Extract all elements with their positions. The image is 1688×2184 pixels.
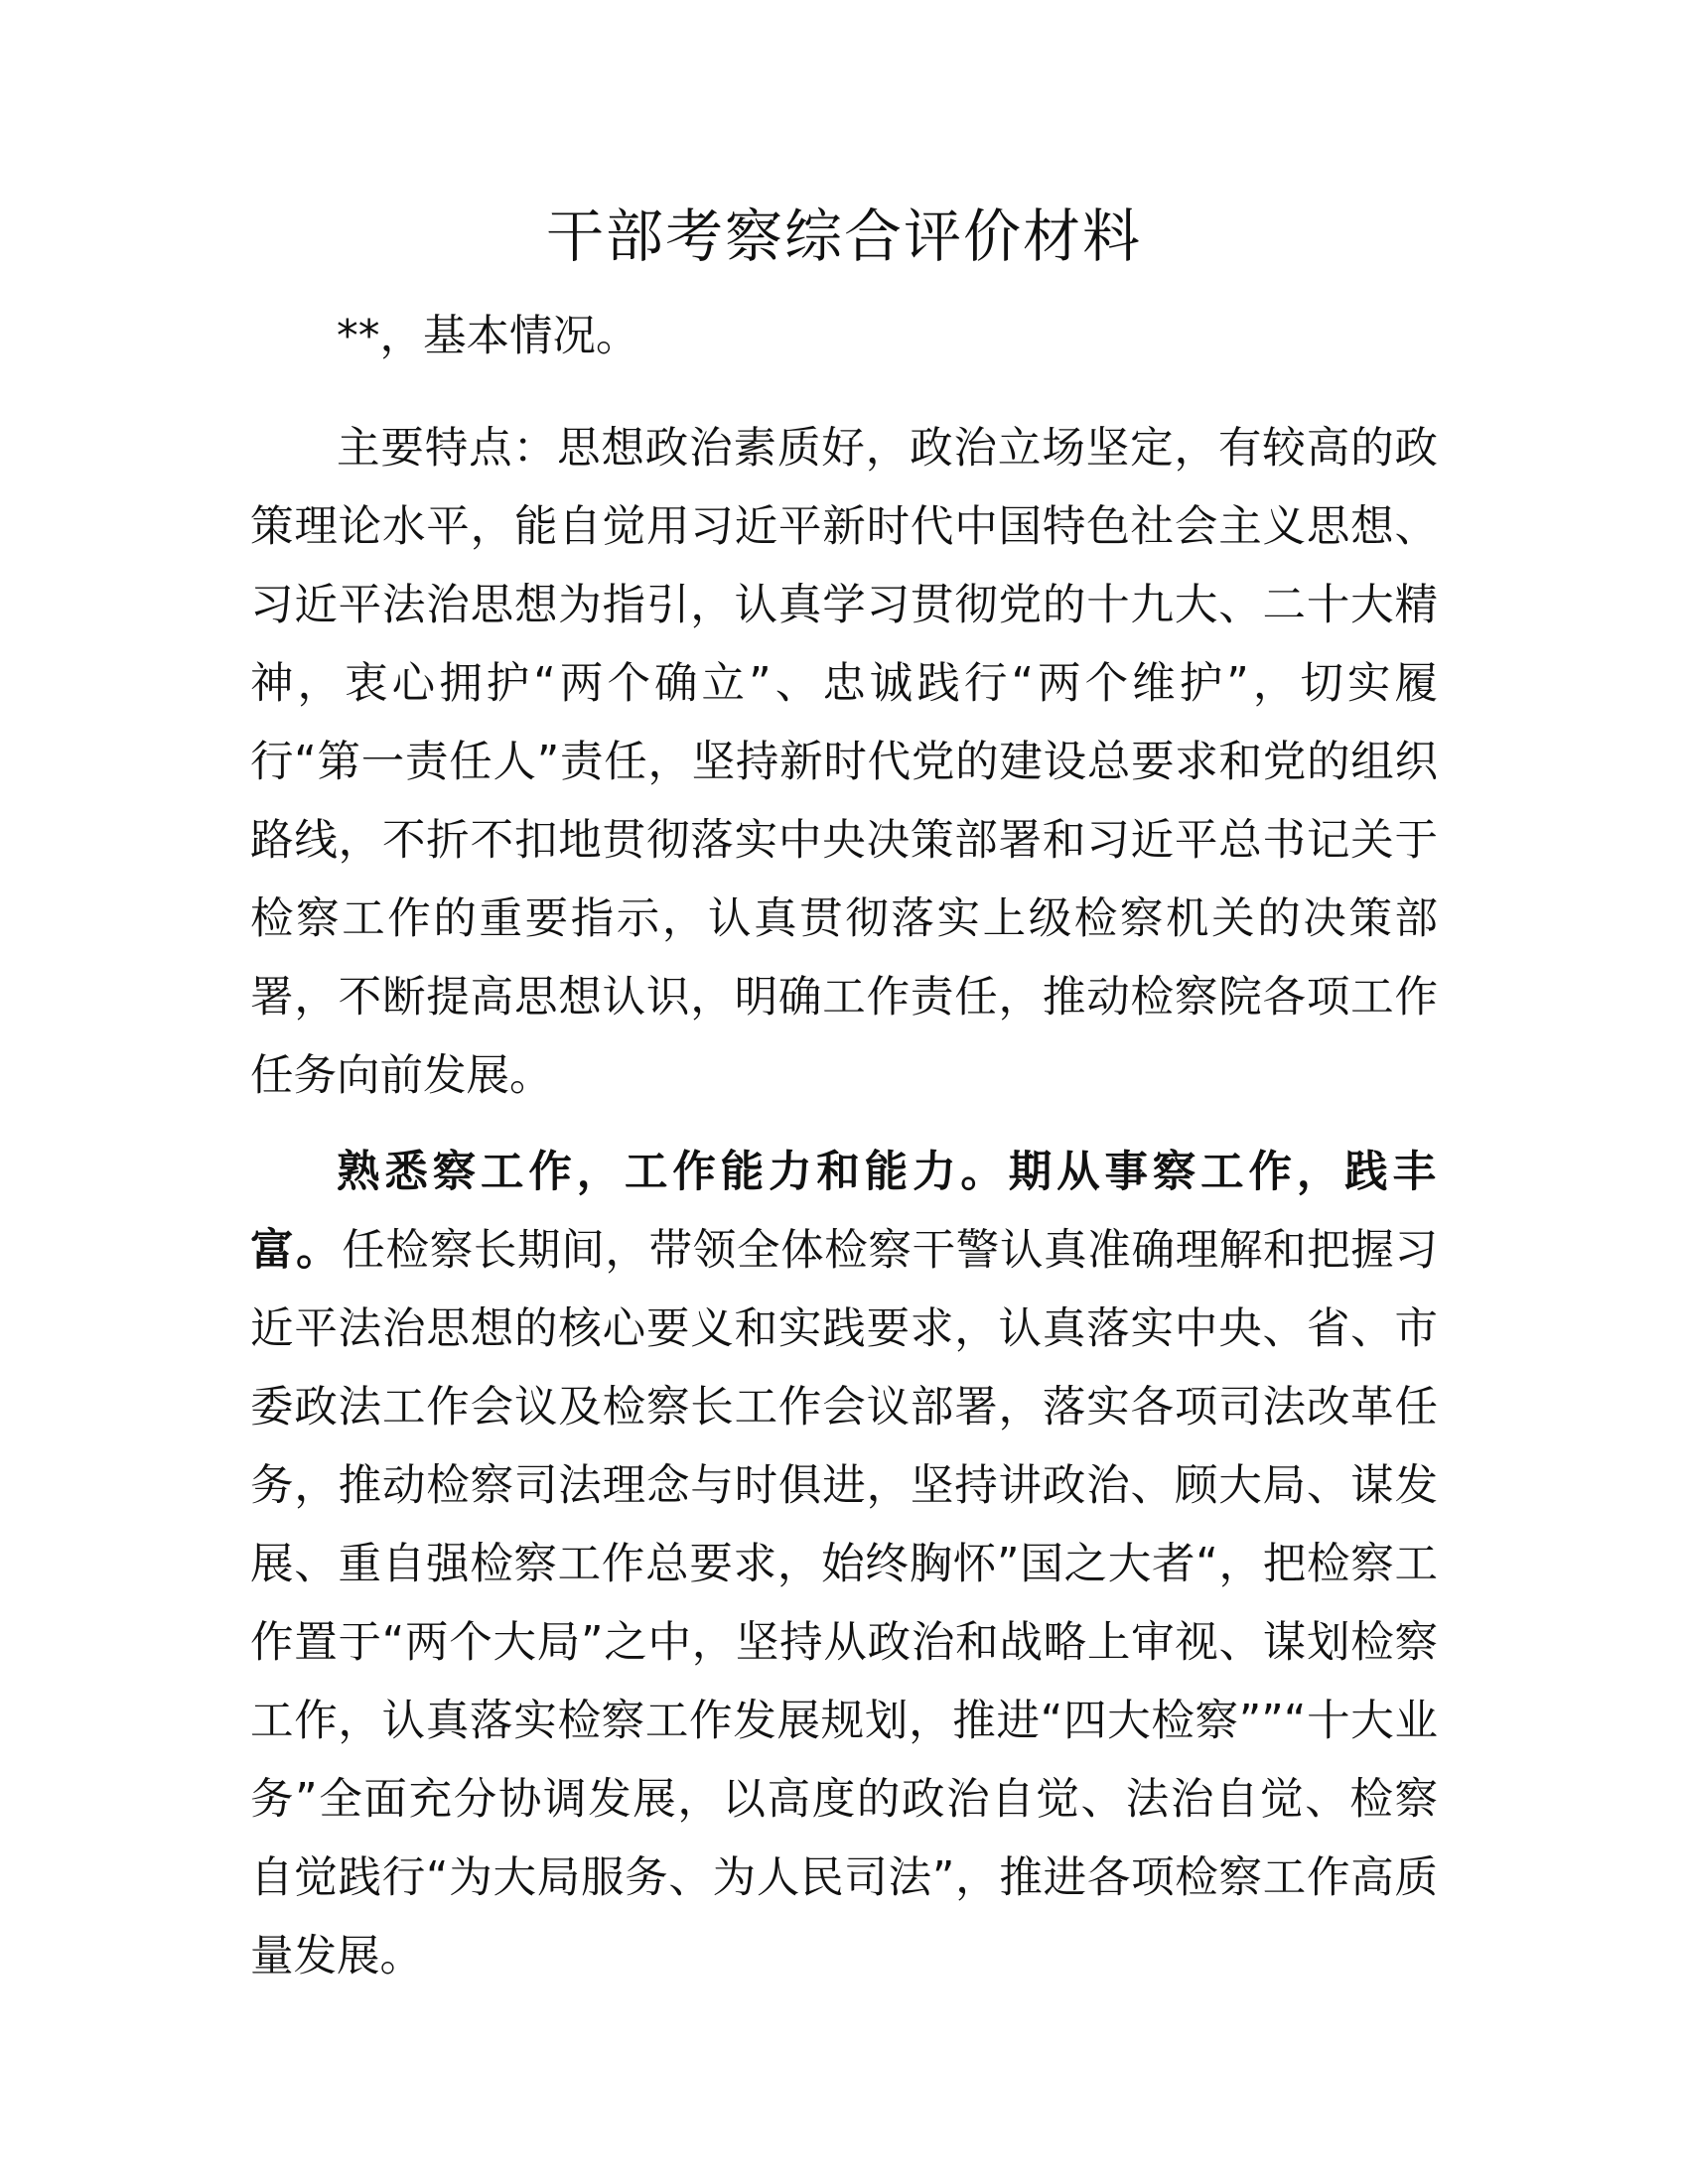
paragraph-main-features: 主要特点：思想政治素质好，政治立场坚定，有较高的政策理论水平，能自觉用习近平新时代中国特色社会主义思想、习近平法治思想为指引，认真学习贯彻党的十九大、二十大精神，衷心拥护“两个确立”、忠诚践行“两个维护”，切实履行“第一责任人”责任，坚持新时代党的建设总要求和党的组织路线，不折不扣地贯彻落实中央决策部署和习近平总书记关于检察工作的重要指示，认真贯彻落实上级检察机关的决策部署，不断提高思想认识，明确工作责任，推动检察院各项工作任务向前发展。: [250, 424, 1438, 1101]
paragraph-lead-sentence: 熟悉察工作，工作能力和能力。期从事察工作，践丰富。: [250, 1148, 1438, 1276]
paragraph-work-ability-text: 任检察长期间，带领全体检察干警认真准确理解和把握习近平法治思想的核心要义和实践要求，认真落实中央、省、市委政法工作会议及检察长工作会议部署，落实各项司法改革任务，推动检察司法理念与时俱进，坚持讲政治、顾大局、谋发展、重自强检察工作总要求，始终胸怀”国之大者“，把检察工作置于“两个大局”之中，坚持从政治和战略上审视、谋划检察工作，认真落实检察工作发展规划，推进“四大检察””“十大业务”全面充分协调发展，以高度的政治自觉、法治自觉、检察自觉践行“为大局服务、为人民司法”，推进各项检察工作高质量发展。: [250, 1226, 1439, 1981]
document-title: 干部考察综合评价材料: [545, 203, 1142, 270]
document-body: [250, 298, 1438, 1996]
intro-line: **，基本情况。: [337, 312, 639, 361]
paragraph-work-ability: [250, 1134, 1438, 1996]
